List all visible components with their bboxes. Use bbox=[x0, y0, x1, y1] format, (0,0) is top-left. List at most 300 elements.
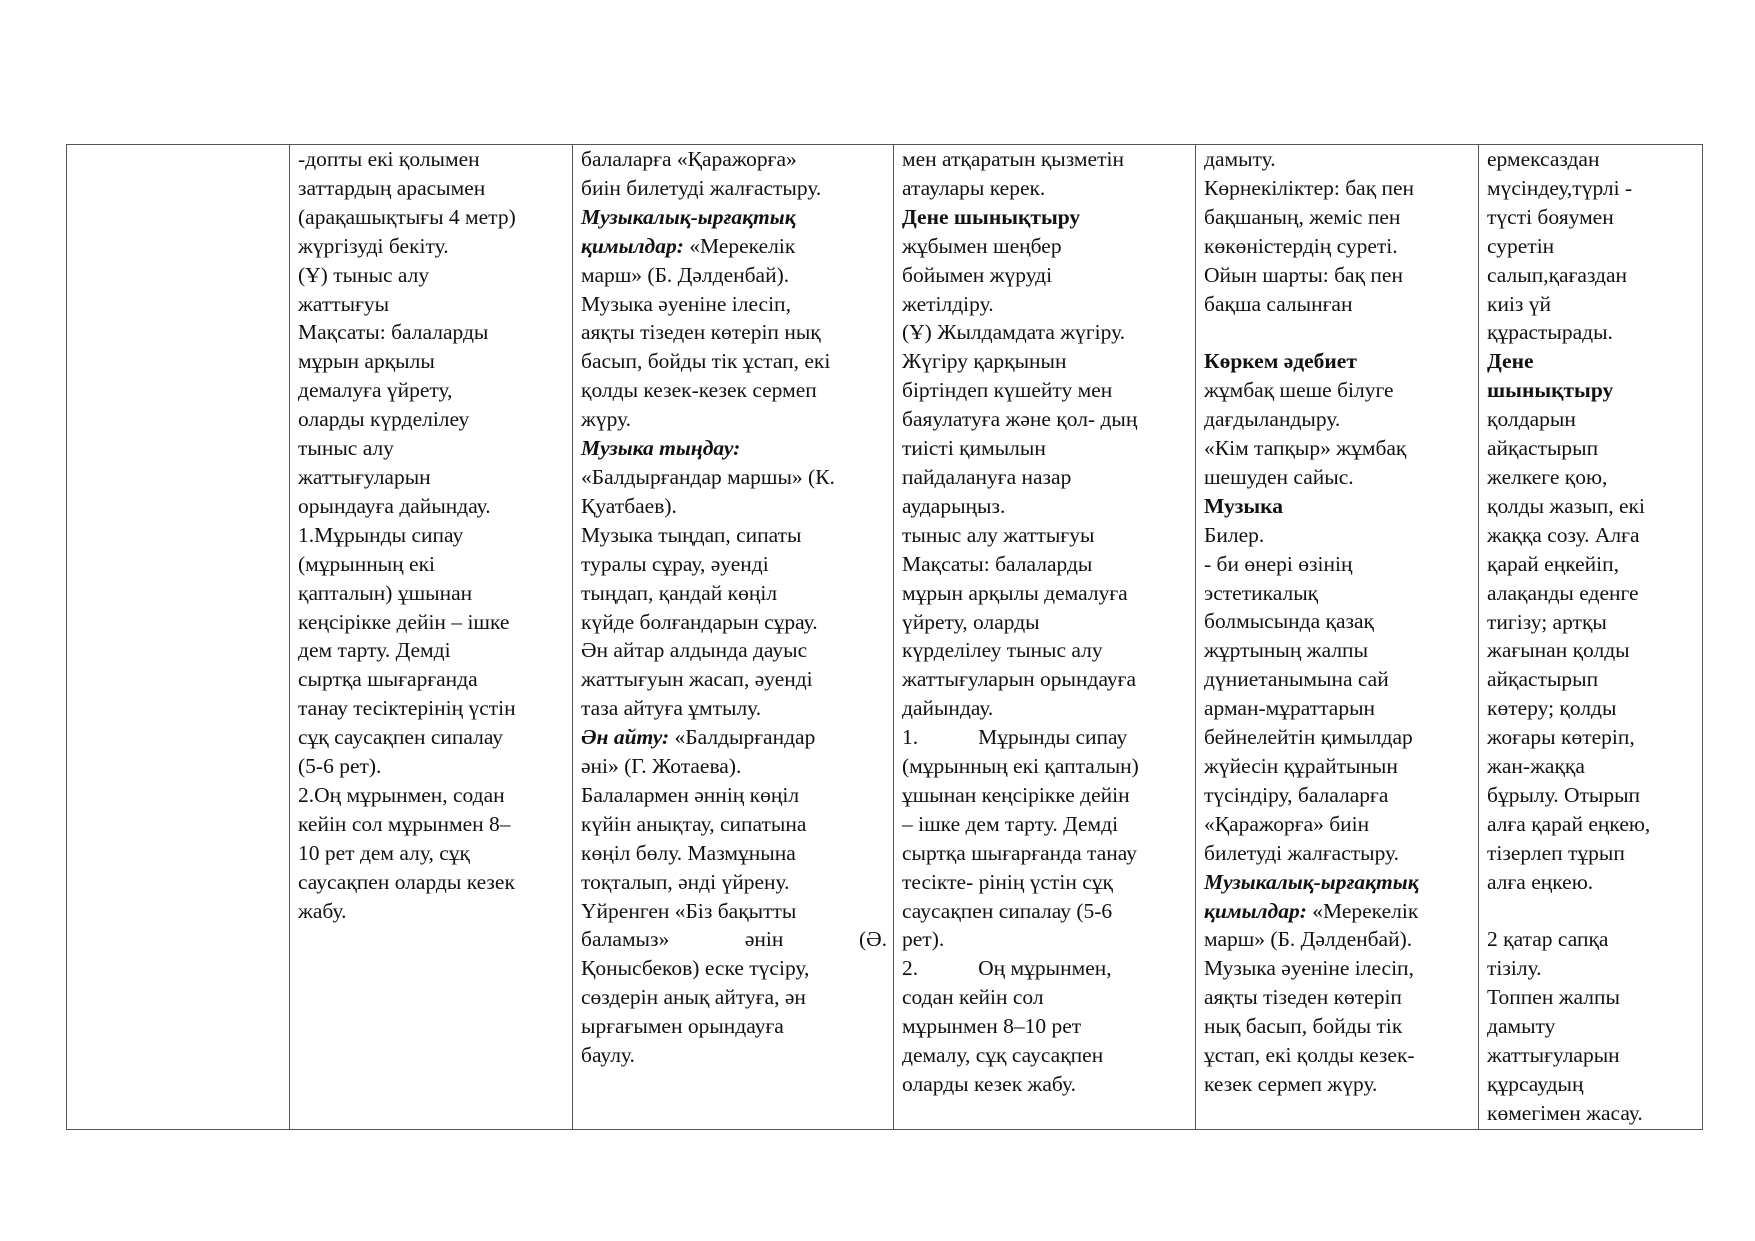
text-line bbox=[1487, 550, 1696, 579]
text-line bbox=[1487, 290, 1696, 319]
line-text: қапталын) ұшынан bbox=[298, 580, 473, 605]
text-line bbox=[902, 492, 1189, 521]
text-line bbox=[902, 1070, 1189, 1099]
line-text: Билер. bbox=[1204, 522, 1265, 547]
text-line bbox=[902, 318, 1189, 347]
line-text: мен атқаратын қызметін bbox=[902, 147, 1124, 171]
text-line bbox=[1204, 550, 1472, 579]
line-text: – ішке дем тарту. Демді bbox=[902, 811, 1119, 836]
text-line bbox=[581, 434, 887, 463]
text-line bbox=[1487, 954, 1696, 983]
heading-text: Музыкалық-ырғақтық bbox=[1204, 869, 1419, 894]
text-line bbox=[581, 608, 887, 637]
line-text: жоғары көтеріп, bbox=[1487, 725, 1635, 750]
line-text: жетілдіру. bbox=[902, 291, 994, 316]
text-line bbox=[298, 405, 566, 434]
text-line bbox=[902, 839, 1189, 868]
text-line bbox=[1204, 752, 1472, 781]
text-line bbox=[1487, 492, 1696, 521]
text-line bbox=[1487, 232, 1696, 261]
text-line bbox=[581, 492, 887, 521]
lesson-plan-table bbox=[66, 144, 1703, 1130]
line-text: Музыка әуеніне ілесіп, bbox=[1204, 956, 1414, 981]
text-line bbox=[1204, 492, 1472, 521]
line-text: биін билетуді жалғастыру. bbox=[581, 175, 822, 200]
heading-text: Ән айту: bbox=[581, 725, 670, 750]
text-line bbox=[1487, 868, 1696, 897]
text-line bbox=[581, 752, 887, 781]
text-line bbox=[1487, 434, 1696, 463]
line-text: шешуден сайыс. bbox=[1204, 464, 1354, 489]
line-text: рет). bbox=[902, 927, 945, 952]
text-line bbox=[1487, 925, 1696, 954]
line-text: көмегімен жасау. bbox=[1487, 1100, 1643, 1125]
text-line bbox=[902, 636, 1189, 665]
text-line bbox=[902, 174, 1189, 203]
line-text: «Мерекелік bbox=[1306, 898, 1419, 923]
text-line bbox=[581, 318, 887, 347]
line-text: жаттығуы bbox=[298, 291, 390, 316]
line-text: тиісті қимылын bbox=[902, 436, 1046, 461]
line-text: кейін сол мұрынмен 8– bbox=[298, 811, 511, 836]
line-text: Қуатбаев). bbox=[581, 493, 677, 518]
text-line bbox=[581, 463, 887, 492]
line-text: жұмбақ шеше білуге bbox=[1204, 378, 1394, 403]
text-line bbox=[902, 405, 1189, 434]
text-line bbox=[1204, 290, 1472, 319]
cell-col5 bbox=[1196, 145, 1479, 1130]
line-text: кезек сермеп жүру. bbox=[1204, 1071, 1378, 1096]
text-line bbox=[902, 145, 1189, 174]
text-line bbox=[1204, 925, 1472, 954]
text-line bbox=[1487, 521, 1696, 550]
line-text: қолдарын bbox=[1487, 407, 1576, 432]
text-line bbox=[298, 203, 566, 232]
line-text: қолды жазып, екі bbox=[1487, 493, 1645, 518]
text-line bbox=[581, 579, 887, 608]
line-text: түсті бояумен bbox=[1487, 204, 1614, 229]
text-line bbox=[1487, 781, 1696, 810]
text-line bbox=[1487, 405, 1696, 434]
text-line bbox=[902, 1041, 1189, 1070]
line-text: киіз үй bbox=[1487, 291, 1552, 316]
line-text: түсіндіру, балаларға bbox=[1204, 782, 1389, 807]
line-text: «Кім тапқыр» жұмбақ bbox=[1204, 436, 1407, 461]
line-text: салып,қағаздан bbox=[1487, 262, 1628, 287]
text-line bbox=[581, 290, 887, 319]
line-text: марш» (Б. Дәлденбай). bbox=[581, 262, 790, 287]
line-text: Ойын шарты: бақ пен bbox=[1204, 262, 1403, 287]
text-line bbox=[581, 925, 887, 954]
text-line bbox=[1204, 174, 1472, 203]
line-text: бақша салынған bbox=[1204, 291, 1353, 316]
line-text: күйде болғандарын сұрау. bbox=[581, 609, 818, 634]
line-text: дамыту bbox=[1487, 1014, 1556, 1039]
text-line bbox=[581, 868, 887, 897]
text-line bbox=[902, 694, 1189, 723]
text-line bbox=[1204, 897, 1472, 926]
line-text: дайындау. bbox=[902, 696, 994, 721]
line-text: әні» (Г. Жотаева). bbox=[581, 754, 742, 779]
text-line bbox=[298, 521, 566, 550]
line-text: демалу, сұқ саусақпен bbox=[902, 1043, 1104, 1068]
text-line bbox=[1204, 261, 1472, 290]
line-text: 2 қатар сапқа bbox=[1487, 927, 1609, 952]
text-line bbox=[902, 203, 1189, 232]
line-text: Ән айтар алдында дауыс bbox=[581, 638, 808, 663]
text-line bbox=[581, 810, 887, 839]
text-line bbox=[902, 897, 1189, 926]
line-text: орындауға дайындау. bbox=[298, 493, 491, 518]
line-text: Көрнекіліктер: бақ пен bbox=[1204, 175, 1415, 200]
line-text: бұрылу. Отырып bbox=[1487, 782, 1641, 807]
text-line bbox=[298, 434, 566, 463]
line-text: (Ұ) тыныс алу bbox=[298, 262, 430, 287]
line-text: заттардың арасымен bbox=[298, 175, 486, 200]
line-text: жабу. bbox=[298, 898, 347, 923]
text-line bbox=[581, 1012, 887, 1041]
text-line bbox=[298, 868, 566, 897]
text-line bbox=[298, 232, 566, 261]
text-line bbox=[1487, 665, 1696, 694]
line-text: билетуді жалғастыру. bbox=[1204, 840, 1400, 865]
text-line bbox=[298, 492, 566, 521]
line-text: баулу. bbox=[581, 1043, 635, 1068]
text-line bbox=[581, 694, 887, 723]
text-line bbox=[902, 1012, 1189, 1041]
line-text: жағынан қолды bbox=[1487, 638, 1630, 663]
text-line bbox=[298, 665, 566, 694]
text-line bbox=[1204, 665, 1472, 694]
line-text: жүйесін құрайтынын bbox=[1204, 754, 1398, 779]
text-line bbox=[581, 665, 887, 694]
line-text: жаттығуларын орындауға bbox=[902, 667, 1137, 692]
line-text: арман-мұраттарын bbox=[1204, 696, 1376, 721]
line-text: мұрын арқылы bbox=[298, 349, 435, 374]
text-line bbox=[1487, 694, 1696, 723]
text-line bbox=[1487, 810, 1696, 839]
text-line bbox=[581, 897, 887, 926]
line-text: Топпен жалпы bbox=[1487, 985, 1620, 1010]
text-line bbox=[298, 290, 566, 319]
text-line bbox=[902, 463, 1189, 492]
text-line bbox=[1204, 983, 1472, 1012]
text-line bbox=[298, 376, 566, 405]
text-line bbox=[902, 376, 1189, 405]
line-text: туралы сұрау, әуенді bbox=[581, 551, 769, 576]
text-line bbox=[1204, 607, 1472, 636]
line-text: эстетикалық bbox=[1204, 580, 1319, 605]
line-text: баяулатуға және қол- дың bbox=[902, 407, 1138, 432]
text-line bbox=[581, 174, 887, 203]
text-line bbox=[1487, 261, 1696, 290]
line-text: жаттығуларын bbox=[1487, 1043, 1620, 1068]
line-text: -допты екі қолымен bbox=[298, 147, 480, 171]
line-text: тыныс алу жаттығуы bbox=[902, 522, 1095, 547]
line-text: дағдыландыру. bbox=[1204, 407, 1341, 432]
text-line bbox=[1487, 983, 1696, 1012]
text-line bbox=[298, 550, 566, 579]
line-text: сыртқа шығарғанда bbox=[298, 667, 478, 692]
text-line bbox=[902, 665, 1189, 694]
text-line bbox=[1204, 347, 1472, 376]
line-text: біртіндеп күшейту мен bbox=[902, 378, 1113, 403]
line-text: қолды кезек-кезек сермеп bbox=[581, 378, 817, 403]
text-line bbox=[1204, 1012, 1472, 1041]
line-text: дем тарту. Демді bbox=[298, 638, 451, 663]
line-text: суретін bbox=[1487, 233, 1555, 258]
line-text: атаулары керек. bbox=[902, 175, 1046, 200]
text-line bbox=[581, 521, 887, 550]
text-line bbox=[298, 752, 566, 781]
table-row bbox=[67, 145, 1703, 1130]
line-text: 1.Мұрынды сипау bbox=[298, 522, 464, 547]
heading-text: Дене шынықтыру bbox=[902, 204, 1081, 229]
heading-text: шынықтыру bbox=[1487, 378, 1614, 403]
line-text: аяқты тізеден көтеріп bbox=[1204, 985, 1402, 1010]
heading-text: Музыка тыңдау: bbox=[581, 436, 741, 461]
line-text: «Балдырғандар bbox=[669, 725, 816, 750]
text-line bbox=[298, 463, 566, 492]
line-text: сөздерін анық айтуға, ән bbox=[581, 985, 806, 1010]
line-text: ырғағымен орындауға bbox=[581, 1014, 784, 1039]
text-line bbox=[1204, 839, 1472, 868]
text-line bbox=[1204, 463, 1472, 492]
line-text: жаттығуларын bbox=[298, 464, 431, 489]
line-text: саусақпен оларды кезек bbox=[298, 869, 515, 894]
line-text: Қонысбеков) еске түсіру, bbox=[581, 956, 810, 981]
text-line bbox=[581, 347, 887, 376]
text-line bbox=[1204, 145, 1472, 174]
text-line bbox=[902, 608, 1189, 637]
line-text: сұқ саусақпен сипалау bbox=[298, 725, 504, 750]
line-text: Музыка тыңдап, сипаты bbox=[581, 522, 802, 547]
line-text: марш» (Б. Дәлденбай). bbox=[1204, 927, 1413, 952]
text-line bbox=[902, 261, 1189, 290]
line-text: 2. bbox=[902, 956, 919, 981]
line-text: алға қарай еңкею, bbox=[1487, 811, 1651, 836]
line-text: құрастырады. bbox=[1487, 320, 1613, 345]
line-text: жүргізуді бекіту. bbox=[298, 233, 449, 258]
cell-col4 bbox=[894, 145, 1196, 1130]
blank-line bbox=[1204, 318, 1472, 347]
line-text: кеңсірікке дейін – ішке bbox=[298, 609, 510, 634]
text-line bbox=[581, 376, 887, 405]
text-line bbox=[581, 983, 887, 1012]
text-line bbox=[581, 203, 887, 232]
line-text: көтеру; қолды bbox=[1487, 696, 1617, 721]
text-line bbox=[1487, 752, 1696, 781]
text-line bbox=[298, 781, 566, 810]
line-text: тыныс алу bbox=[298, 436, 394, 461]
text-line bbox=[902, 752, 1189, 781]
line-text: мүсіндеу,түрлі - bbox=[1487, 175, 1633, 200]
line-text: тигізу; артқы bbox=[1487, 609, 1607, 634]
text-line bbox=[1487, 318, 1696, 347]
text-line bbox=[1487, 1012, 1696, 1041]
line-text: тесікте- рінің үстін сұқ bbox=[902, 869, 1113, 894]
line-text: 1. bbox=[902, 725, 919, 750]
line-text: Мұрынды сипау bbox=[978, 725, 1128, 750]
line-text: жүру. bbox=[581, 407, 632, 432]
line-text: балаларға «Қаражорға» bbox=[581, 147, 797, 171]
heading-text: Көркем әдебиет bbox=[1204, 349, 1357, 374]
text-line bbox=[1487, 579, 1696, 608]
text-line bbox=[1487, 636, 1696, 665]
line-text: ұшынан кеңсірікке дейін bbox=[902, 782, 1130, 807]
text-line bbox=[902, 954, 1189, 983]
text-line bbox=[298, 694, 566, 723]
line-text: Балалармен әннің көңіл bbox=[581, 782, 800, 807]
line-text: мұрынмен 8–10 рет bbox=[902, 1014, 1082, 1039]
heading-text: қимылдар: bbox=[1204, 898, 1307, 923]
line-text: «Мерекелік bbox=[683, 233, 796, 258]
line-text: ермексаздан bbox=[1487, 147, 1600, 171]
text-line bbox=[902, 290, 1189, 319]
cell-col3 bbox=[573, 145, 894, 1130]
line-text: мұрын арқылы демалуға bbox=[902, 580, 1128, 605]
text-line bbox=[298, 897, 566, 926]
line-text: ұстап, екі қолды кезек- bbox=[1204, 1043, 1415, 1068]
text-line bbox=[581, 261, 887, 290]
text-line bbox=[1204, 434, 1472, 463]
text-line bbox=[1204, 579, 1472, 608]
line-text: (мұрынның екі bbox=[298, 551, 436, 576]
text-line bbox=[902, 723, 1189, 752]
text-line bbox=[581, 1041, 887, 1070]
line-text: нық басып, бойды тік bbox=[1204, 1014, 1403, 1039]
line-text: демалуға үйрету, bbox=[298, 378, 453, 403]
text-line bbox=[902, 434, 1189, 463]
text-line bbox=[902, 550, 1189, 579]
text-line bbox=[1204, 868, 1472, 897]
line-text: сыртқа шығарғанда танау bbox=[902, 840, 1137, 865]
text-line bbox=[1487, 174, 1696, 203]
text-line bbox=[902, 925, 1189, 954]
line-text: (мұрынның екі қапталын) bbox=[902, 754, 1139, 779]
heading-text: Музыкалық-ырғақтық bbox=[581, 204, 796, 229]
line-text: оларды күрделілеу bbox=[298, 407, 470, 432]
line-text: таза айтуға ұмтылу. bbox=[581, 696, 762, 721]
line-text: оларды кезек жабу. bbox=[902, 1072, 1077, 1096]
text-line bbox=[581, 839, 887, 868]
text-line bbox=[902, 232, 1189, 261]
line-text: күйін анықтау, сипатына bbox=[581, 811, 807, 836]
word: әнін bbox=[744, 927, 784, 952]
line-text: 2.Оң мұрынмен, содан bbox=[298, 782, 505, 807]
line-text: күрделілеу тыныс алу bbox=[902, 638, 1103, 663]
line-text: аяқты тізеден көтеріп нық bbox=[581, 320, 821, 345]
line-text: танау тесіктерінің үстін bbox=[298, 696, 516, 721]
line-text: бақшаның, жеміс пен bbox=[1204, 204, 1401, 229]
line-text: айқастырып bbox=[1487, 436, 1599, 461]
text-line bbox=[298, 174, 566, 203]
line-text: алға еңкею. bbox=[1487, 869, 1594, 894]
line-text: «Қаражорға» биін bbox=[1204, 811, 1370, 836]
line-text: басып, бойды тік ұстап, екі bbox=[581, 349, 831, 374]
line-text: Музыка әуеніне ілесіп, bbox=[581, 291, 791, 316]
line-text: (арақашықтығы 4 метр) bbox=[298, 204, 516, 229]
line-text: бойымен жүруді bbox=[902, 262, 1053, 287]
cell-col1 bbox=[67, 145, 290, 1130]
line-text: дүниетанымына сай bbox=[1204, 667, 1389, 692]
text-line bbox=[1487, 203, 1696, 232]
text-line bbox=[1204, 954, 1472, 983]
text-line bbox=[1204, 636, 1472, 665]
text-line bbox=[581, 636, 887, 665]
text-line bbox=[581, 723, 887, 752]
line-text: қарай еңкейіп, bbox=[1487, 551, 1620, 576]
cell-col6 bbox=[1479, 145, 1703, 1130]
line-text: (Ұ) Жылдамдата жүгіру. bbox=[902, 320, 1126, 345]
line-text: тоқталып, әнді үйрену. bbox=[581, 869, 790, 894]
line-text: тізерлеп тұрып bbox=[1487, 840, 1625, 865]
word: баламыз» bbox=[581, 927, 670, 952]
line-text: «Балдырғандар маршы» (К. bbox=[581, 464, 835, 489]
line-text: алақанды еденге bbox=[1487, 580, 1639, 605]
text-line bbox=[298, 318, 566, 347]
line-text: аударыңыз. bbox=[902, 493, 1006, 518]
text-line bbox=[1204, 723, 1472, 752]
line-text: жұртының жалпы bbox=[1204, 638, 1369, 663]
text-line bbox=[902, 983, 1189, 1012]
text-line bbox=[1204, 810, 1472, 839]
line-text: 10 рет дем алу, сұқ bbox=[298, 840, 470, 865]
line-text: жаққа созу. Алға bbox=[1487, 522, 1640, 547]
text-line bbox=[298, 839, 566, 868]
text-line bbox=[298, 261, 566, 290]
line-text: тыңдап, қандай көңіл bbox=[581, 580, 778, 605]
text-line bbox=[902, 781, 1189, 810]
line-text: болмысында қазақ bbox=[1204, 609, 1375, 634]
line-text: (5-6 рет). bbox=[298, 754, 382, 779]
line-text: жаттығуын жасап, әуенді bbox=[581, 667, 813, 692]
text-line bbox=[1204, 1041, 1472, 1070]
text-line bbox=[902, 579, 1189, 608]
line-text: Оң мұрынмен, bbox=[978, 956, 1112, 981]
text-line bbox=[902, 868, 1189, 897]
text-line bbox=[298, 347, 566, 376]
line-text: көкөністердің суреті. bbox=[1204, 233, 1398, 258]
text-line bbox=[1487, 608, 1696, 637]
text-line bbox=[902, 521, 1189, 550]
line-text: үйрету, оларды bbox=[902, 609, 1040, 634]
text-line bbox=[581, 145, 887, 174]
text-line bbox=[298, 810, 566, 839]
text-line bbox=[902, 810, 1189, 839]
text-line bbox=[1204, 405, 1472, 434]
line-text: жан-жаққа bbox=[1487, 754, 1585, 779]
text-line bbox=[1487, 1041, 1696, 1070]
text-line bbox=[1487, 839, 1696, 868]
text-line bbox=[581, 232, 887, 261]
text-line bbox=[581, 405, 887, 434]
text-line bbox=[1487, 376, 1696, 405]
blank-line bbox=[1487, 897, 1696, 926]
text-line bbox=[298, 636, 566, 665]
text-line bbox=[902, 347, 1189, 376]
text-line bbox=[1487, 347, 1696, 376]
text-line bbox=[1204, 781, 1472, 810]
text-line bbox=[1204, 694, 1472, 723]
line-text: көңіл бөлу. Мазмұнына bbox=[581, 840, 796, 865]
line-text: саусақпен сипалау (5-6 bbox=[902, 898, 1113, 923]
text-line bbox=[298, 608, 566, 637]
text-line bbox=[581, 550, 887, 579]
line-text: содан кейін сол bbox=[902, 985, 1044, 1010]
line-text: желкеге қою, bbox=[1487, 464, 1608, 489]
text-line bbox=[1204, 1070, 1472, 1099]
